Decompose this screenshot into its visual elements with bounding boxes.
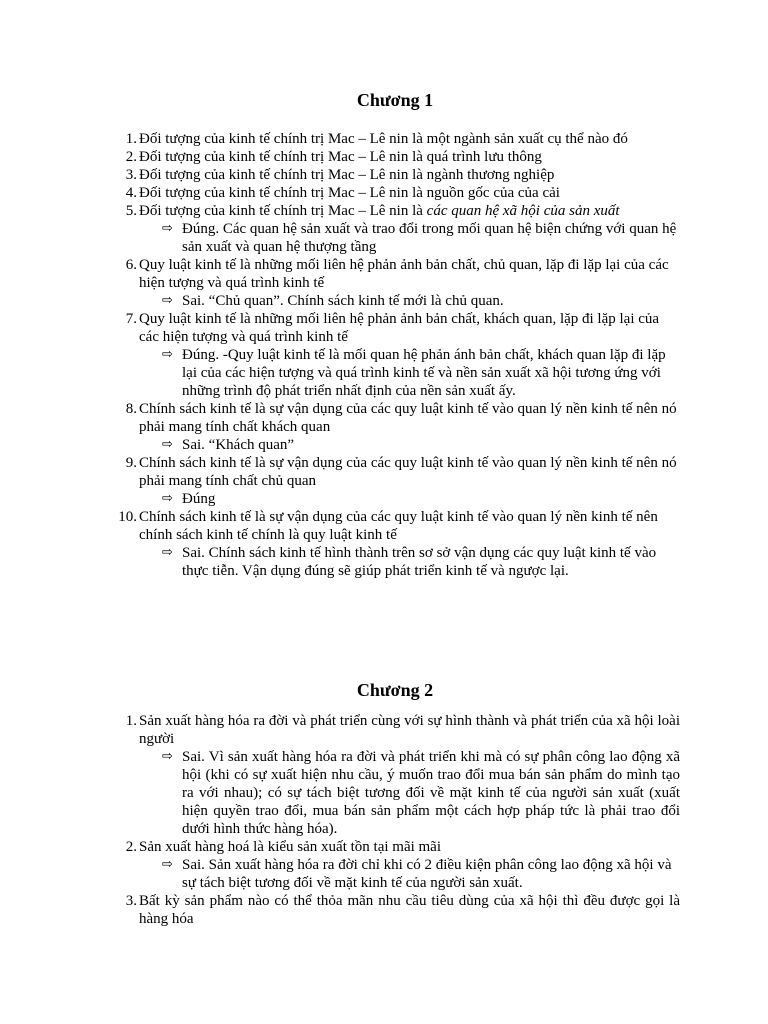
answer-text: Sai. “Khách quan” [182,437,295,453]
answer [110,436,680,454]
item-text: Đối tượng của kinh tế chính trị Mac – Lê nin là nguồn gốc của của cải [139,185,560,201]
item-text: Đối tượng của kinh tế chính trị Mac – Lê nin là quá trình lưu thông [139,149,542,165]
answer-text: Đúng. -Quy luật kinh tế là mối quan hệ phản ánh bản chất, khách quan lặp đi lặp lại của các hiện tượng và quá trình kinh tế và nền sản xuất xã hội tương ứng với những trình độ phát triển nhất định của nền sản xuất ấy. [182,347,666,399]
chapter-1-list [110,130,680,580]
answer-text: Sai. Sản xuất hàng hóa ra đời chỉ khi có 2 điều kiện phân công lao động xã hội và sự tách biệt tương đối về mặt kinh tế của người sản xuất. [182,857,672,891]
item-number: 10 . [110,508,137,526]
answer-text: Sai. Vì sản xuất hàng hóa ra đời và phát triển khi mà có sự phân công lao động xã hội (khi có sự xuất hiện nhu cầu, ý muốn trao đổi mua bán sản phẩm do mình tạo ra với nhau); có sự tách biệt tương đối về mặt kinh tế của người sản xuất (xuất hiện quyền trao đổi, mua bán sản phẩm một cách hợp pháp tức là phải trao đổi dưới hình thức hàng hóa). [182,749,680,837]
item-number: 1 . [110,130,137,148]
item-number: 1 . [110,712,137,730]
item-number: 2 . [110,838,137,856]
answer [110,220,680,256]
answer-text: Sai. Chính sách kinh tế hình thành trên sơ sở vận dụng các quy luật kinh tế vào thực tiễn. Vận dụng đúng sẽ giúp phát triển kinh tế và ngược lại. [182,545,657,579]
arrow-right-outline-icon: ⇨ [162,437,173,452]
item-number: 9 . [110,454,137,472]
list-item [110,310,680,346]
item-number: 3 . [110,166,137,184]
item-number: 8 . [110,400,137,418]
item-number: 6 . [110,256,137,274]
list-item [110,184,680,202]
answer [110,544,680,580]
item-text: Chính sách kinh tế là sự vận dụng của các quy luật kinh tế vào quan lý nền kinh tế nên chính sách kinh tế chính là quy luật kinh tế [139,509,658,543]
answer [110,292,680,310]
item-number: 2 . [110,148,137,166]
chapter-2-title: Chương 2 [356,680,434,700]
list-item [110,508,680,544]
arrow-right-outline-icon: ⇨ [162,347,173,362]
list-item [110,712,680,748]
arrow-right-outline-icon: ⇨ [162,857,173,872]
list-item [110,256,680,292]
answer [110,346,680,400]
list-item [110,892,680,928]
answer [110,748,680,838]
item-number: 3 . [110,892,137,910]
item-number: 4 . [110,184,137,202]
answer-text: Sai. “Chủ quan”. Chính sách kinh tế mới là chủ quan. [182,293,504,309]
answer-text: Đúng [182,491,216,507]
item-text: Đối tượng của kinh tế chính trị Mac – Lê nin là ngành thương nghiệp [139,167,555,183]
list-item [110,166,680,184]
arrow-right-outline-icon: ⇨ [162,491,173,506]
list-item [110,838,680,856]
item-text [139,202,680,220]
arrow-right-outline-icon: ⇨ [162,749,173,764]
item-text: Chính sách kinh tế là sự vận dụng của các quy luật kinh tế vào quan lý nền kinh tế nên nó phải mang tính chất chủ quan [139,455,677,489]
list-item [110,454,680,490]
item-number: 7 . [110,310,137,328]
item-number: 5 . [110,202,137,220]
item-text-italic: các quan hệ xã hội của sản xuất [426,203,620,219]
item-text: Quy luật kinh tế là những mối liên hệ phản ảnh bản chất, chủ quan, lặp đi lặp lại của các hiện tượng và quá trình kinh tế [139,257,669,291]
item-text: Sản xuất hàng hoá là kiểu sản xuất tồn tại mãi mãi [139,839,442,855]
answer-text: Đúng. Các quan hệ sản xuất và trao đổi trong mối quan hệ biện chứng với quan hệ sản xuất và quan hệ thượng tầng [182,221,677,255]
arrow-right-outline-icon: ⇨ [162,293,173,308]
item-text: Chính sách kinh tế là sự vận dụng của các quy luật kinh tế vào quan lý nền kinh tế nên nó phải mang tính chất khách quan [139,401,677,435]
item-text: Sản xuất hàng hóa ra đời và phát triển cùng với sự hình thành và phát triển của xã hội loài người [139,713,680,747]
answer [110,856,680,892]
item-text: Đối tượng của kinh tế chính trị Mac – Lê nin là một ngành sản xuất cụ thể nào đó [139,131,628,147]
item-text: Bất kỳ sản phẩm nào có thể thỏa mãn nhu cầu tiêu dùng của xã hội thì đều được gọi là hàng hóa [139,893,680,927]
arrow-right-outline-icon: ⇨ [162,545,173,560]
arrow-right-outline-icon: ⇨ [162,221,173,236]
chapter-2-list [110,712,680,928]
list-item [110,130,680,148]
item-text-plain: Đối tượng của kinh tế chính trị Mac – Lê nin là [139,203,427,219]
list-item [110,148,680,166]
list-item [110,400,680,436]
answer [110,490,680,508]
item-text: Quy luật kinh tế là những mối liên hệ phản ảnh bản chất, khách quan, lặp đi lặp lại của các hiện tượng và quá trình kinh tế [139,311,660,345]
list-item [110,202,680,220]
chapter-1-title: Chương 1 [356,90,434,110]
